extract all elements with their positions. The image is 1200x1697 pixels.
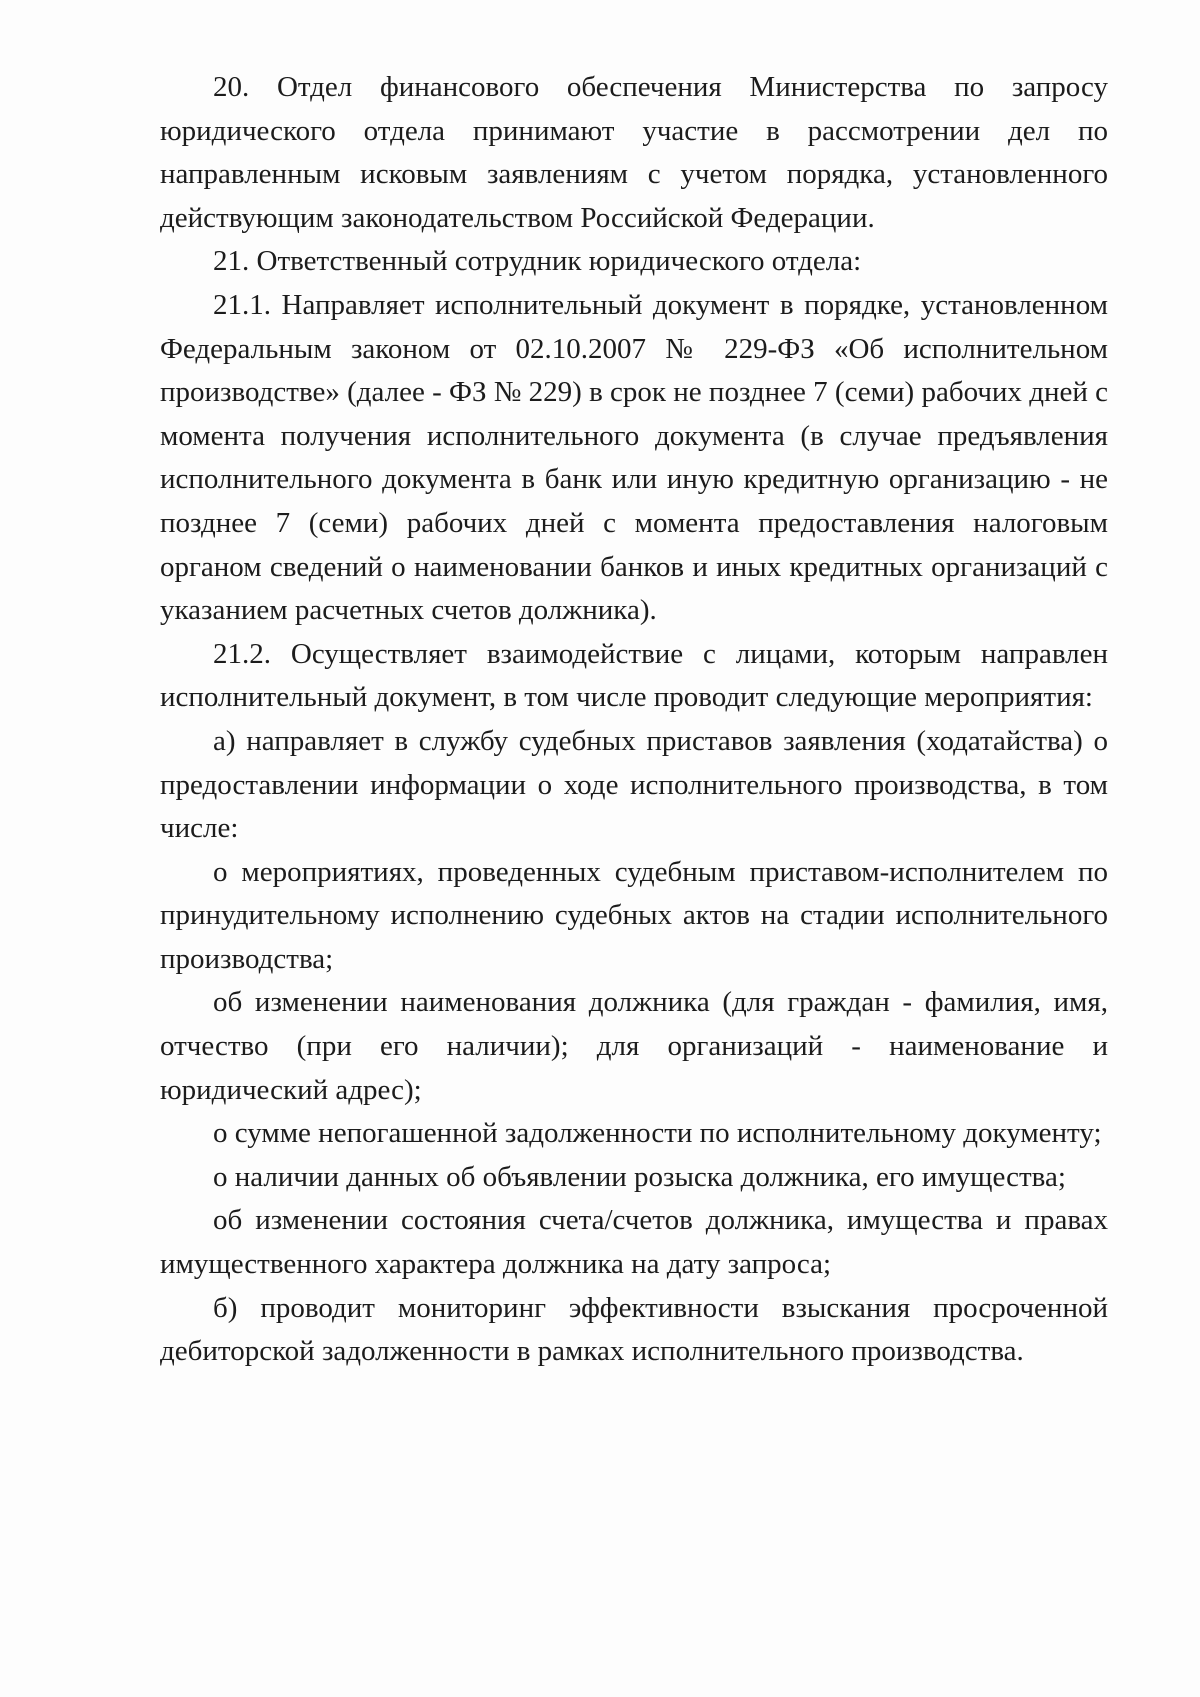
paragraph-21-1: 21.1. Направляет исполнительный документ в порядке, установленном Федеральным законом от 02.10.2007 № 229-ФЗ «Об исполнительном производстве» (далее - ФЗ № 229) в срок не позднее 7 (семи) рабочих дней с момента получения исполнительного документа (в случае предъявления исполнительного документа в банк или иную кредитную организацию - не позднее 7 (семи) рабочих дней с момента предоставления налоговым органом сведений о наименовании банков и иных кредитных организаций с указанием расчетных счетов должника). [160,288,1108,627]
paragraph-debtor-name-change: об изменении наименования должника (для граждан - фамилия, имя, отчество (при его наличии); для организаций - наименование и юридический адрес); [160,986,1108,1106]
paragraph-21-2-b: б) проводит мониторинг эффективности взыскания просроченной дебиторской задолженности в рамках исполнительного производства. [160,1291,1108,1368]
paragraph-21-2: 21.2. Осуществляет взаимодействие с лицами, которым направлен исполнительный документ, в том числе проводит следующие мероприятия: [160,637,1108,714]
paragraph-debtor-search: о наличии данных об объявлении розыска должника, его имущества; [213,1160,1066,1193]
paragraph-account-status: об изменении состояния счета/счетов должника, имущества и правах имущественного характера должника на дату запроса; [160,1204,1108,1281]
document-body [160,66,1108,1374]
paragraph-outstanding-debt: о сумме непогашенной задолженности по исполнительному документу; [213,1117,1102,1150]
paragraph-21-2-a: а) направляет в службу судебных приставов заявления (ходатайства) о предоставлении информации о ходе исполнительного производства, в том числе: [160,724,1108,845]
paragraph-enforcement-measures: о мероприятиях, проведенных судебным приставом-исполнителем по принудительному исполнению судебных актов на стадии исполнительного производства; [160,855,1108,975]
paragraph-21: 21. Ответственный сотрудник юридического отдела: [213,245,862,278]
paragraph-20: 20. Отдел финансового обеспечения Министерства по запросу юридического отдела принимают участие в рассмотрении дел по направленным исковым заявлениям с учетом порядка, установленного действующим законодательством Российской Федерации. [160,71,1108,234]
